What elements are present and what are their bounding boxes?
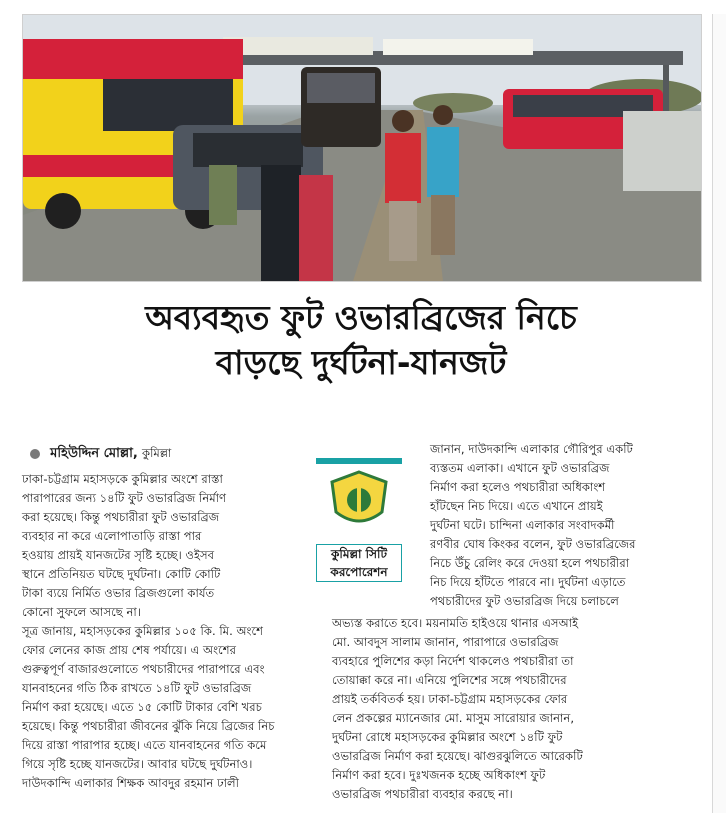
body-line: দিয়ে রাস্তা পারাপার হচ্ছে। এতে যানবাহনের গতি কমে bbox=[22, 738, 267, 752]
body-line: লেন প্রকল্পের ম্যানেজার মো. মাসুম সারোয়ার জানান, bbox=[332, 711, 574, 725]
body-line: ব্যবহার না করে এলোপাতাড়ি রাস্তা পার bbox=[22, 529, 202, 543]
body-line: পারাপারের জন্য ১৪টি ফুট ওভারব্রিজ নির্মাণ bbox=[22, 491, 227, 505]
body-line: মো. আবদুস সালাম জানান, পারাপারে ওভারব্রিজ bbox=[332, 635, 559, 649]
body-line: কোনো সুফলে আসছে না। bbox=[22, 605, 141, 619]
body-line: সূত্র জানায়, মহাসড়কের কুমিল্লার ১০৫ কি. মি. অংশে bbox=[22, 624, 264, 638]
headline-line-1: অব্যবহৃত ফুট ওভারব্রিজের নিচে bbox=[145, 298, 577, 337]
body-line: স্থানে প্রতিনিয়ত ঘটছে দুর্ঘটনা। কোটি কোটি bbox=[22, 567, 221, 581]
body-line: নিচ দিয়ে হাঁটতে পারবে না। দুর্ঘটনা এড়াতে bbox=[430, 575, 626, 589]
byline-location: কুমিল্লা bbox=[142, 446, 172, 460]
emblem-icon bbox=[324, 468, 394, 534]
body-line: ওভারব্রিজ পথচারীরা ব্যবহার করছে না। bbox=[332, 787, 513, 801]
body-column-2 bbox=[430, 440, 705, 611]
body-line: ঢাকা-চট্টগ্রাম মহাসড়কে কুমিল্লার অংশে রাস্তা bbox=[22, 472, 223, 486]
headline bbox=[22, 296, 700, 386]
street-photo-icon bbox=[23, 15, 701, 281]
body-line: দাউদকান্দি এলাকার শিক্ষক আবদুর রহমান ঢালী bbox=[22, 776, 239, 790]
byline bbox=[30, 444, 171, 465]
body-line: ব্যস্ততম এলাকা। এখানে ফুট ওভারব্রিজ bbox=[430, 461, 610, 475]
body-line: নির্মাণ করা হবে। দুঃখজনক হচ্ছে অধিকাংশ ফুট bbox=[332, 768, 546, 782]
headline-line-2: বাড়ছে দুর্ঘটনা-যানজট bbox=[215, 343, 507, 382]
news-photo bbox=[22, 14, 702, 282]
body-line: করা হয়েছে। কিন্তু পথচারীরা ফুট ওভারব্রিজ bbox=[22, 510, 220, 524]
body-line: দুর্ঘটনা ঘটে। চান্দিনা এলাকার সংবাদকর্মী bbox=[430, 518, 615, 532]
body-line: পথচারীদের ফুট ওভারব্রিজ দিয়ে চলাচলে bbox=[430, 594, 619, 608]
body-line: ওভারব্রিজ নির্মাণ করা হয়েছে। ঝাগুরঝুলিতে আরেকটি bbox=[332, 749, 583, 763]
logo-caption bbox=[316, 544, 402, 582]
body-line: অভ্যস্ত করাতে হবে। ময়নামতি হাইওয়ে থানার এসআই bbox=[332, 616, 579, 630]
body-line: গিয়ে সৃষ্টি হচ্ছে যানজটের। আবার ঘটছে দুর্ঘটনাও। bbox=[22, 757, 253, 771]
body-column-1 bbox=[22, 470, 322, 793]
logo-caption-line-2: করপোরেশন bbox=[330, 565, 388, 579]
bullet-icon bbox=[30, 449, 40, 459]
body-column-3 bbox=[332, 614, 707, 804]
body-line: নির্মাণ করা হয়েছে। এতে ১৫ কোটি টাকার বেশি খরচ bbox=[22, 700, 262, 714]
body-line: গুরুত্বপূর্ণ বাজারগুলোতে পথচারীদের পারাপারে এবং bbox=[22, 662, 265, 676]
byline-author: মহিউদ্দিন মোল্লা, bbox=[50, 446, 138, 461]
body-line: টাকা ব্যয়ে নির্মিত ওভার ব্রিজগুলো কার্যত bbox=[22, 586, 215, 600]
body-line: জানান, দাউদকান্দি এলাকার গৌরিপুর একটি bbox=[430, 442, 633, 456]
body-line: যানবাহনের গতি ঠিক রাখতে ১৪টি ফুট ওভারব্রিজ bbox=[22, 681, 252, 695]
body-line: দুর্ঘটনা রোধে মহাসড়কের কুমিল্লার অংশে ১৪টি ফুট bbox=[332, 730, 563, 744]
body-line: প্রায়ই তর্কবিতর্ক হয়। ঢাকা-চট্টগ্রাম মহাসড়কের ফোর bbox=[332, 692, 568, 706]
body-line: রণবীর ঘোষ কিংকর বলেন, ফুট ওভারব্রিজের bbox=[430, 537, 636, 551]
body-line: হাঁটছেন নিচ দিয়ে। এতে এখানে প্রায়ই bbox=[430, 499, 603, 513]
body-line: তোয়াক্কা করে না। এনিয়ে পুলিশের সঙ্গে পথচারীদের bbox=[332, 673, 567, 687]
body-line: নিচে উঁচু রেলিং করে দেওয়া হলে পথচারীরা bbox=[430, 556, 630, 570]
logo-caption-line-1: কুমিল্লা সিটি bbox=[330, 547, 388, 561]
body-line: ব্যবহারে পুলিশের কড়া নির্দেশ থাকলেও পথচারীরা তা bbox=[332, 654, 574, 668]
city-corporation-logo bbox=[316, 458, 402, 588]
body-line: হওয়ায় প্রায়ই যানজটের সৃষ্টি হচ্ছে। ওইসব bbox=[22, 548, 215, 562]
page-edge bbox=[712, 14, 726, 813]
body-line: হয়েছে। কিন্তু পথচারীরা জীবনের ঝুঁকি নিয়ে ব্রিজের নিচ bbox=[22, 719, 275, 733]
logo-accent-bar bbox=[316, 458, 402, 464]
body-line: ফোর লেনের কাজ প্রায় শেষ পর্যায়ে। এ অংশের bbox=[22, 643, 236, 657]
body-line: নির্মাণ করা হলেও পথচারীরা অধিকাংশ bbox=[430, 480, 606, 494]
